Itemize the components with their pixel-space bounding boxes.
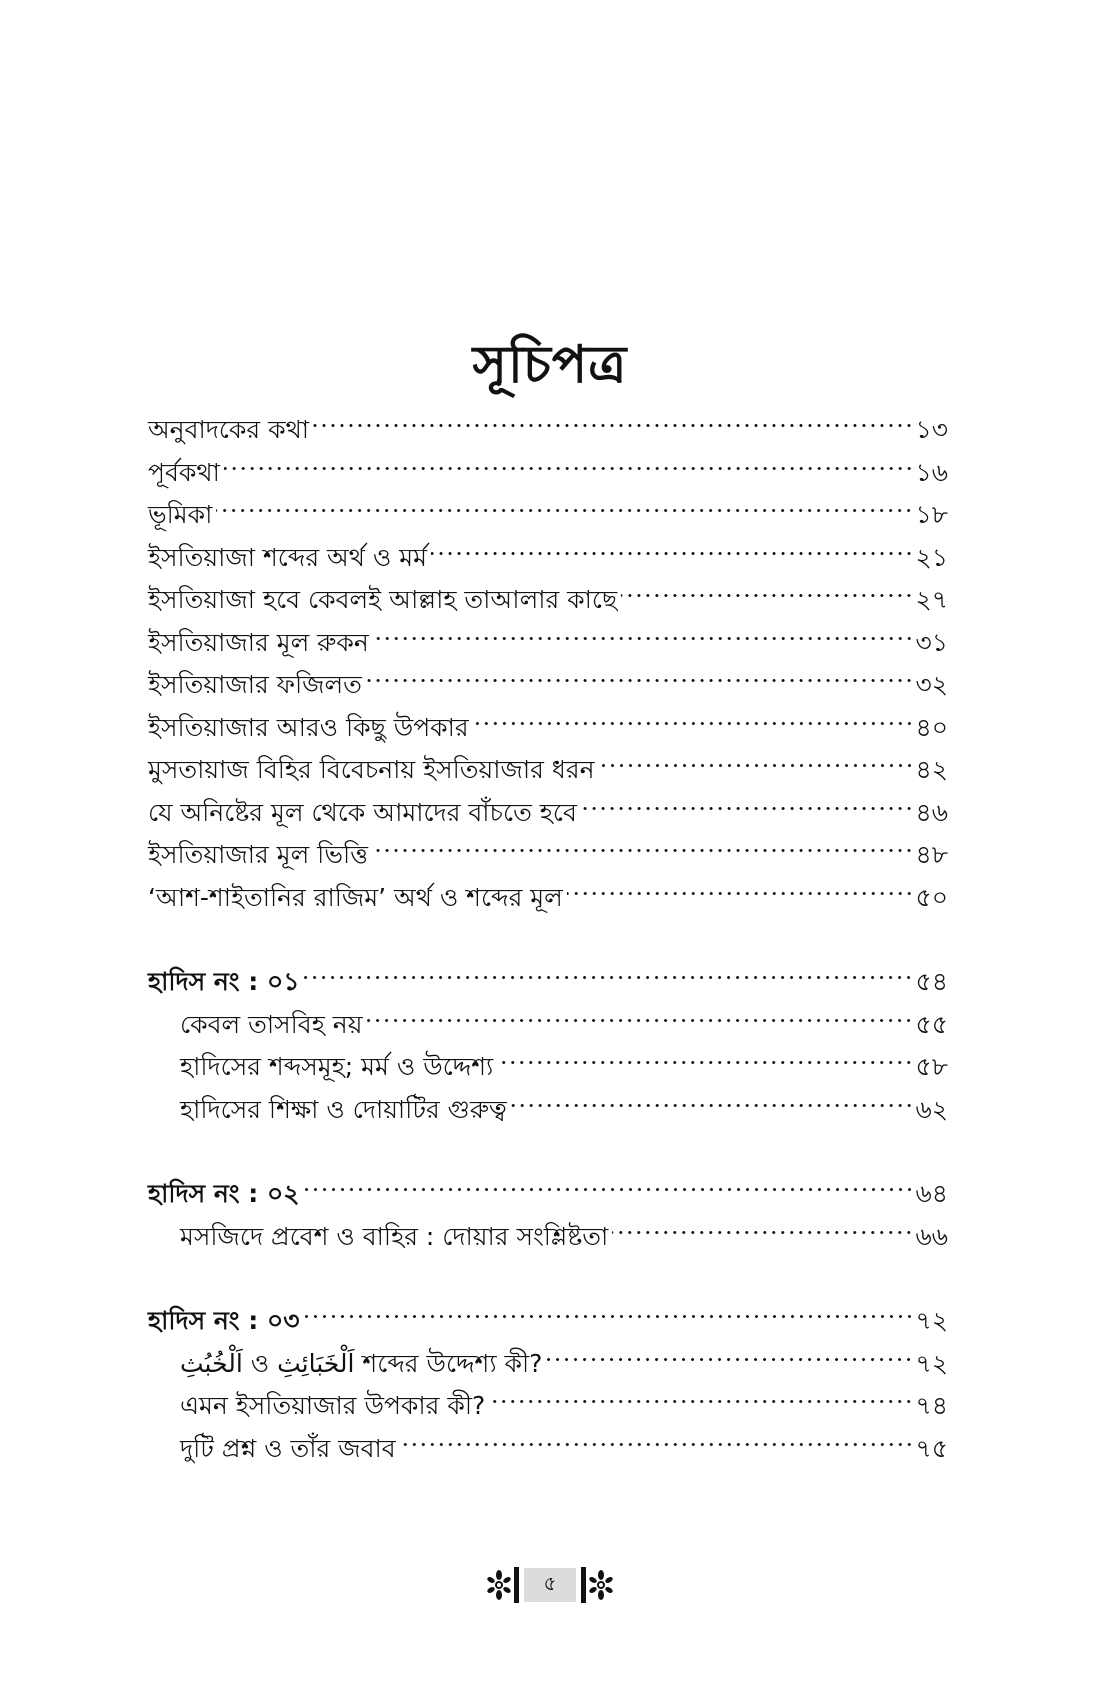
dot-leader xyxy=(224,439,914,481)
toc-entry-title: হাদিসের শিক্ষা ও দোয়াটির গুরুত্ব xyxy=(180,1094,507,1124)
toc-section-title: হাদিস নং : ০১ xyxy=(148,967,300,996)
dot-leader xyxy=(313,396,913,438)
arabic-term-khabaith: اَلْخَبَائِثِ xyxy=(277,1348,355,1378)
toc-entry-page: ১৩ xyxy=(915,415,948,444)
dot-leader xyxy=(431,524,914,566)
toc-entry-title: হাদিসের শব্দসমূহ; মর্ম ও উদ্দেশ্য xyxy=(180,1052,494,1081)
toc-entry-title: ইসতিয়াজা শব্দের অর্থ ও মর্ম xyxy=(148,542,427,572)
dot-leader xyxy=(599,736,914,778)
toc-entry-title xyxy=(180,1343,542,1385)
toc-entry[interactable] xyxy=(148,524,948,572)
dot-leader xyxy=(366,991,913,1033)
title-rest-text: শব্দের উদ্দেশ্য কী? xyxy=(354,1348,543,1378)
toc-section-title: হাদিস নং : ০৩ xyxy=(148,1306,300,1335)
toc-entry-page: ২৭ xyxy=(915,585,948,614)
toc-entry-title: ভূমিকা xyxy=(148,500,213,529)
toc-entry-page: ৪২ xyxy=(915,755,948,784)
toc-section-hadith-03[interactable] xyxy=(148,1287,948,1335)
toc-entry-page: ৫০ xyxy=(915,882,948,912)
page-number: ৫ xyxy=(524,1568,576,1602)
dot-leader xyxy=(621,566,913,608)
toc-section-hadith-01[interactable] xyxy=(148,948,948,996)
toc-entry[interactable] xyxy=(148,439,948,487)
dot-leader xyxy=(497,1033,913,1075)
toc-entry-page: ৩১ xyxy=(915,627,948,657)
toc-entry-page: ৩২ xyxy=(915,670,948,699)
toc-entry-page: ৬২ xyxy=(915,1094,948,1124)
toc-entry-page: ৪০ xyxy=(915,712,948,742)
dot-leader xyxy=(372,821,914,863)
dot-leader xyxy=(304,1287,914,1329)
toc-entry-page: ৭২ xyxy=(915,1306,948,1335)
toc-entry-title: ইসতিয়াজার মূল রুকন xyxy=(148,627,369,657)
toc-entry-title: ইসতিয়াজার ফজিলত xyxy=(148,670,362,699)
toc-entry[interactable] xyxy=(148,396,948,444)
toc-entry-title: মসজিদে প্রবেশ ও বাহির : দোয়ার সংশ্লিষ্টতা xyxy=(180,1221,609,1251)
toc-entry-page: ৬৬ xyxy=(915,1221,948,1251)
dot-leader xyxy=(612,1203,913,1245)
toc-section-title: হাদিস নং : ০২ xyxy=(148,1179,300,1208)
toc-entry-title: ইসতিয়াজার মূল ভিত্তি xyxy=(148,840,368,869)
dot-leader xyxy=(489,1372,913,1414)
toc-entry-page: ৭৫ xyxy=(915,1433,948,1463)
conjunction-text: ও xyxy=(242,1348,278,1378)
toc-entry-title: কেবল তাসবিহ নয় xyxy=(180,1009,363,1039)
toc-entry-page: ১৮ xyxy=(915,500,948,529)
toc-entry-page: ২১ xyxy=(915,542,948,572)
toc-entry-page: ৫৮ xyxy=(915,1052,948,1081)
dot-leader xyxy=(216,481,913,523)
dot-leader xyxy=(511,1076,914,1118)
toc-entry-page: ৭৪ xyxy=(915,1391,948,1420)
toc-entry-page: ৪৬ xyxy=(915,797,948,827)
toc-entry-title: অনুবাদকের কথা xyxy=(148,415,310,444)
toc-entry-page: ৪৮ xyxy=(915,840,948,869)
toc-entry-page: ৭২ xyxy=(915,1348,948,1378)
toc-entry-page: ৫৫ xyxy=(915,1009,948,1039)
dot-leader xyxy=(567,864,914,906)
table-of-contents xyxy=(148,396,948,1463)
dot-leader xyxy=(303,948,913,990)
page-footer xyxy=(0,1567,1100,1603)
dot-leader xyxy=(373,609,914,651)
arabic-term-khubuth: اَلْخُبُثِ xyxy=(180,1348,243,1378)
dot-leader xyxy=(304,1160,914,1202)
toc-entry-title: যে অনিষ্টের মূল থেকে আমাদের বাঁচতে হবে xyxy=(148,797,577,827)
dot-leader xyxy=(366,651,914,693)
toc-entry-title: ইসতিয়াজা হবে কেবলই আল্লাহ তাআলার কাছে xyxy=(148,585,618,614)
dot-leader xyxy=(546,1330,913,1372)
toc-entry-page: ৫৪ xyxy=(915,967,948,996)
dot-leader xyxy=(400,1415,914,1457)
toc-entry-title: এমন ইসতিয়াজার উপকার কী? xyxy=(180,1391,486,1420)
footer-bar-left xyxy=(514,1567,519,1603)
floral-ornament-right-icon xyxy=(588,1567,614,1603)
toc-entry-title: পূর্বকথা xyxy=(148,457,220,487)
floral-ornament-left-icon xyxy=(486,1567,512,1603)
toc-entry-title: ইসতিয়াজার আরও কিছু উপকার xyxy=(148,712,469,742)
toc-entry-title: মুসতায়াজ বিহির বিবেচনায় ইসতিয়াজার ধরন xyxy=(148,755,595,784)
toc-entry[interactable] xyxy=(148,481,948,529)
toc-section-hadith-02[interactable] xyxy=(148,1160,948,1208)
toc-entry-title: ‘আশ-শাইতানির রাজিম’ অর্থ ও শব্দের মূল xyxy=(148,882,563,912)
dot-leader xyxy=(473,694,914,736)
page-title: সূচিপত্র xyxy=(472,334,628,395)
toc-entry-page: ১৬ xyxy=(915,457,948,487)
toc-entry-page: ৬৪ xyxy=(915,1179,948,1208)
dot-leader xyxy=(581,779,914,821)
toc-entry-title: দুটি প্রশ্ন ও তাঁর জবাব xyxy=(180,1433,396,1463)
footer-bar-right xyxy=(581,1567,586,1603)
